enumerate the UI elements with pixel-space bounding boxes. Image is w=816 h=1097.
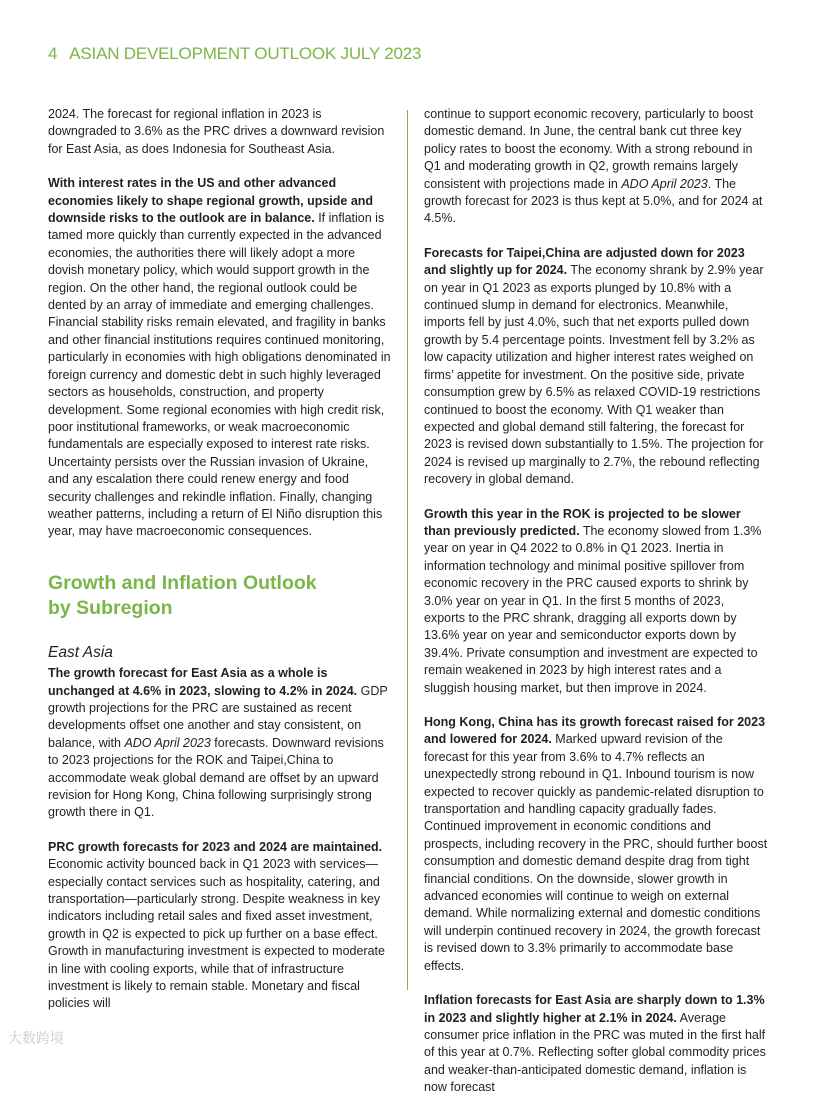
subsection-title: East Asia <box>48 643 113 661</box>
watermark: 大数跨境 <box>8 1030 64 1046</box>
paragraph: continue to support economic recovery, particularly to boost domestic demand. In June, the central bank cut three key policy rates to boost the economy. With a strong rebound in Q1 and moderating growth in Q2, growth remains largely consistent with projections made in ADO April 2023. The growth forecast for 2023 is thus kept at 5.0%, and for 2024 at 4.5%. <box>424 107 763 226</box>
lead-sentence: Hong Kong, China has its growth forecast raised for 2023 and lowered for 2024. <box>424 715 766 747</box>
left-column <box>48 106 392 1013</box>
running-header <box>48 44 421 64</box>
paragraph: With interest rates in the US and other advanced economies likely to shape regional growth, upside and downside risks to the outlook are in balance. If inflation is tamed more quickly than currently expected in the advanced economies, the authorities there will likely adopt a more dovish monetary policy, which would support growth in the region. On the other hand, the regional outlook could be dented by an array of immediate and emerging challenges. Financial stability risks remain elevated, and fragility in banks and other financial institutions requires continued monitoring, particularly in economies with high obligations denominated in foreign currency and domestic debt in such highly leveraged sectors as households, construction, and property development. Some regional economies with high credit risk, poor institutional frameworks, or weak macroeconomic fundamentals are especially exposed to interest rate risks. Uncertainty persists over the Russian invasion of Ukraine, and any escalation there could renew energy and food security challenges and rekindle inflation. Finally, changing weather patterns, including a return of El Niño disruption this year, may have macroeconomic consequences. <box>48 176 391 539</box>
paragraph: 2024. The forecast for regional inflation in 2023 is downgraded to 3.6% as the PRC drives a downward revision for East Asia, as does Indonesia for Southeast Asia. <box>48 107 385 156</box>
lead-sentence: Growth this year in the ROK is projected to be slower than previously predicted. <box>424 506 741 538</box>
paragraph: The growth forecast for East Asia as a whole is unchanged at 4.6% in 2023, slowing to 4.2% in 2024. GDP growth projections for the PRC are sustained as recent developments offset one another and stay consistent, on balance, with ADO April 2023 forecasts. Downward revisions to 2023 projections for the ROK and Taipei,China to accommodate weak global demand are offset by an upward revision for Hong Kong, China following surprisingly strong growth there in Q1. <box>48 666 388 820</box>
lead-sentence: Forecasts for Taipei,China are adjusted down for 2023 and slightly up for 2024. <box>424 245 745 278</box>
section-title: Growth and Inflation Outlook by Subregion <box>48 571 317 619</box>
report-title-italic: ADO April 2023 <box>621 176 708 191</box>
paragraph: Forecasts for Taipei,China are adjusted down for 2023 and slightly up for 2024. The economy shrank by 2.9% year on year in Q1 2023 as exports plunged by 10.8% with a continued slump in demand for electronics. Meanwhile, imports fell by just 4.0%, such that net exports pulled down growth by 5.4 percentage points. Investment fell by 3.2% as low capacity utilization and higher interest rates weighed on firms’ appetite for investment. On the positive side, private consumption grew by 6.5% as relaxed COVID-19 restrictions continued to boost the economy. With Q1 weaker than expected and global demand still faltering, the forecast for 2023 is revised down substantially to 1.5%. The projection for 2024 is revised up marginally to 2.7%, the rebound reflecting recovery in global demand. <box>424 245 764 487</box>
right-column <box>424 106 768 1097</box>
page-number: 4 <box>48 44 58 63</box>
publication-title: ASIAN DEVELOPMENT OUTLOOK JULY 2023 <box>69 44 422 63</box>
lead-sentence: With interest rates in the US and other advanced economies likely to shape regional growth, upside and downside risks to the outlook are in balance. <box>48 176 374 226</box>
report-title-italic: ADO April 2023 <box>124 735 211 750</box>
lead-sentence: Inflation forecasts for East Asia are sharply down to 1.3% in 2023 and slightly higher at 2.1% in 2024. <box>424 993 765 1025</box>
lead-sentence: The growth forecast for East Asia as a whole is unchanged at 4.6% in 2023, slowing to 4.2% in 2024. <box>48 666 358 698</box>
column-divider <box>407 110 408 990</box>
lead-sentence: PRC growth forecasts for 2023 and 2024 are maintained. <box>48 839 383 854</box>
paragraph: Growth this year in the ROK is projected to be slower than previously predicted. The economy slowed from 1.3% year on year in Q4 2022 to 0.8% in Q1 2023. Inertia in information technology and minimal positive spillover from economic recovery in the PRC caused exports to shrink by 3.0% year on year in Q1. In the first 5 months of 2023, exports to the PRC shrank, dragging all exports down by 13.6% year on year and semiconductor exports down by 39.4%. Private consumption and investment are expected to remain weakened in 2023 by high interest rates and a sluggish housing market, but then improve in 2024. <box>424 506 762 695</box>
paragraph: PRC growth forecasts for 2023 and 2024 are maintained. Economic activity bounced back in Q1 2023 with services—especially contact services such as hospitality, catering, and transportation—particularly strong. Despite weakness in key indicators including retail sales and fixed asset investment, growth in Q2 is expected to pick up further on a base effect. Growth in manufacturing investment is expected to moderate in line with cooling exports, while that of infrastructure investment is likely to remain stable. Monetary and fiscal policies will <box>48 839 385 1011</box>
paragraph: Hong Kong, China has its growth forecast raised for 2023 and lowered for 2024. Marked upward revision of the forecast for this year from 3.6% to 4.7% reflects an unexpectedly strong rebound in Q1. Inbound tourism is now expected to recover quickly as pandemic-related disruption to transportation and handling capacity gradually fades. Continued improvement in economic conditions and prospects, including recovery in the PRC, should further boost consumption and domestic demand despite drag from tight financial conditions. On the downside, slower growth in advanced economies will continue to weigh on external demand. While normalizing external and domestic conditions will underpin continued recovery in 2024, the growth forecast is revised down to 3.3% primarily to accommodate base effects. <box>424 715 768 973</box>
paragraph: Inflation forecasts for East Asia are sharply down to 1.3% in 2023 and slightly higher at 2.1% in 2024. Average consumer price inflation in the PRC was muted in the first half of this year at 0.7%. Reflecting softer global commodity prices and weaker-than-anticipated domestic demand, inflation is now forecast <box>424 993 766 1095</box>
